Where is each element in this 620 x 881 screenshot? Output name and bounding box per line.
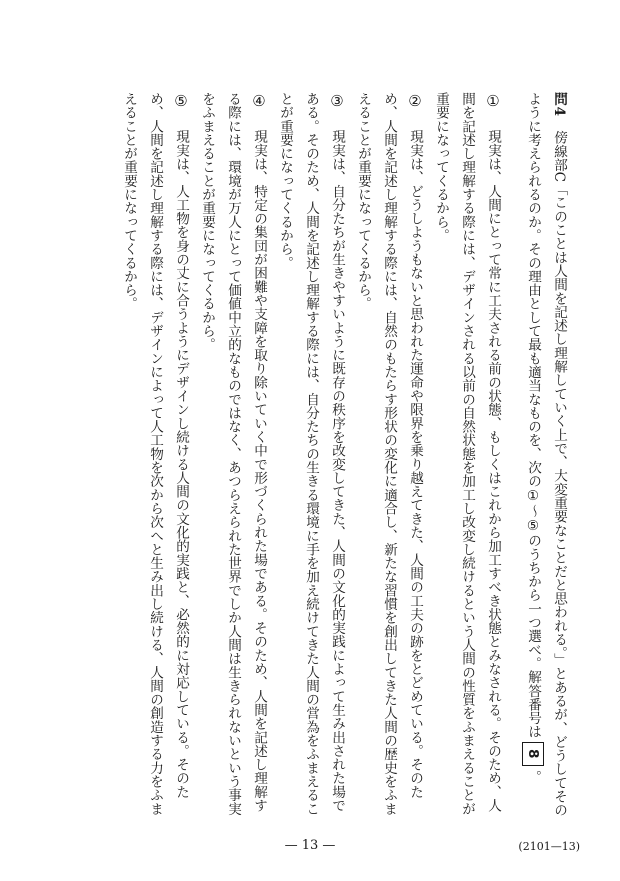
choice-2[interactable]: [350, 92, 428, 824]
choice-number: ②: [406, 92, 424, 111]
question-instruction: のうちから一つ選べ。解答番号は: [525, 533, 541, 739]
choice-5[interactable]: [116, 92, 194, 824]
choice-text: 現実は、人工物を身の丈に合うようにデザインし続ける人間の文化的実践と、必然的に対応している。そのため、人間を記述し理解する際には、デザインによって人工物を次から次へと生み出し続ける、人間の創造する力をふまえることが重要になってくるから。: [121, 92, 189, 816]
question-number: 問4: [551, 92, 567, 118]
question-ending: 。: [525, 769, 541, 784]
question-text: 傍線部C「このことは人間を記述し理解していく上で、大変重要なことだと思われる。」とあるが、どうしてそのように考えられるのか。その理由として最も適当なものを、次の: [525, 92, 567, 817]
choice-text: 現実は、人間にとって常に工夫される前の状態、もしくはこれから加工すべき状態とみなされる。そのため、人間を記述し理解する際には、デザインされる以前の自然状態を加工し改変し続けるという人間の性質をふまえることが重要になってくるから。: [433, 92, 501, 816]
choice-number: ①: [484, 92, 502, 111]
range-separator: ～: [525, 503, 541, 518]
range-end-number: ⑤: [525, 517, 541, 534]
range-start-number: ①: [525, 487, 541, 504]
exam-code: (2101—13): [518, 840, 580, 853]
choice-number: ③: [328, 92, 346, 111]
choice-number: ⑤: [172, 92, 190, 111]
page-number: — 13 —: [284, 838, 336, 853]
choice-text: 現実は、自分たちが生きやすいように既存の秩序を改変してきた、人間の文化的実践によって生み出された場である。そのため、人間を記述し理解する際には、自分たちの生きる環境に手を加え続けてきた人間の営為をふまえることが重要になってくるから。: [277, 92, 345, 816]
choice-3[interactable]: [272, 92, 350, 824]
choice-text: 現実は、どうしようもないと思われた運命や限界を乗り越えてきた、人間の工夫の跡をとどめている。そのため、人間を記述し理解する際には、自然のもたらす形状の変化に適合し、新たな習慣を創出してきた人間の歴史をふまえることが重要になってくるから。: [355, 92, 423, 816]
vertical-text-block: [116, 92, 578, 824]
question-prompt: [520, 92, 572, 824]
choice-number: ④: [250, 92, 268, 111]
choice-4[interactable]: [194, 92, 272, 824]
choice-text: 現実は、特定の集団が困難や支障を取り除いていく中で形づくられた場である。そのため、人間を記述し理解する際には、環境が万人にとって価値中立的なものではなく、あつらえられた世界でしか人間は生きられないという事実をふまえることが重要になってくるから。: [199, 92, 267, 816]
choice-1[interactable]: [428, 92, 506, 824]
answer-number-box: 8: [522, 742, 544, 766]
